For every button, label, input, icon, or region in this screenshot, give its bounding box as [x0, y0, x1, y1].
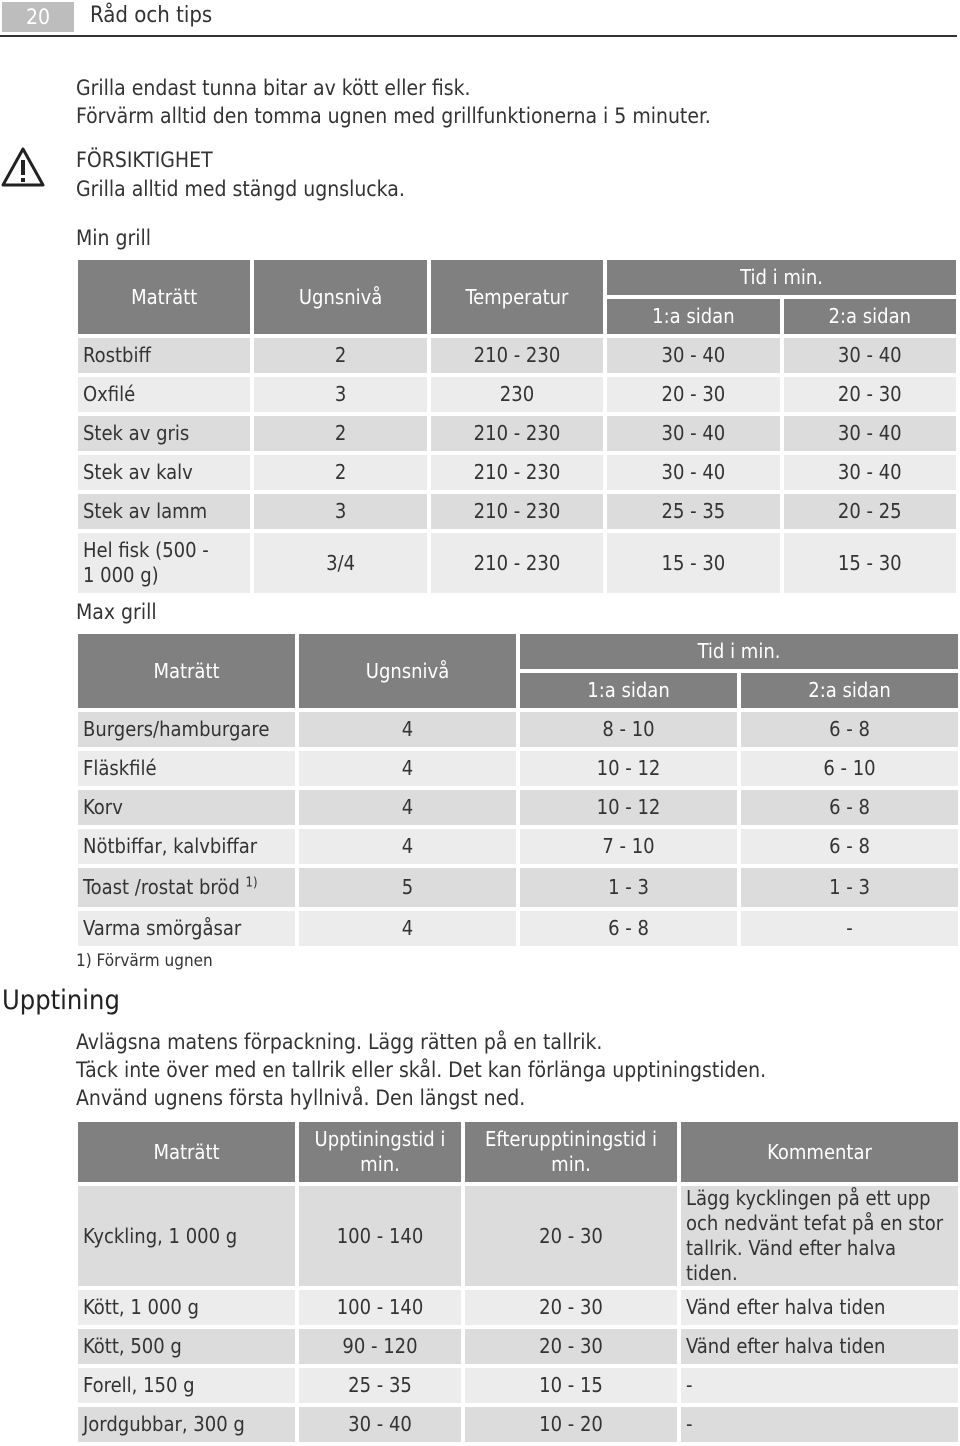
cell-side2: 6 - 8 [741, 712, 958, 747]
max-grill-caption: Max grill [76, 600, 157, 624]
cell-after-time: 10 - 15 [465, 1368, 677, 1403]
page-title: Råd och tips [90, 3, 213, 28]
footnote-marker: 1) [245, 875, 258, 891]
cell-side1: 20 - 30 [607, 377, 779, 412]
cell-thaw-time: 90 - 120 [299, 1329, 461, 1364]
warning-text: Grilla alltid med stängd ugnslucka. [76, 177, 405, 201]
cell-dish: Forell, 150 g [78, 1368, 295, 1403]
max-grill-table [74, 630, 960, 950]
cell-side2: 30 - 40 [784, 338, 956, 373]
cell-level: 4 [299, 712, 516, 747]
min-grill-table [74, 256, 960, 597]
cell-side1: 30 - 40 [607, 455, 779, 490]
cell-temp: 210 - 230 [431, 455, 603, 490]
thawing-table [74, 1118, 960, 1446]
cell-level: 4 [299, 911, 516, 946]
col-header-comment: Kommentar [681, 1122, 958, 1182]
cell-side1: 6 - 8 [520, 911, 737, 946]
cell-side1: 30 - 40 [607, 338, 779, 373]
cell-dish-line-2: 1 000 g) [83, 563, 159, 587]
cell-side2: 6 - 8 [741, 790, 958, 825]
table-row [78, 377, 956, 412]
cell-temp: 210 - 230 [431, 533, 603, 593]
cell-side2: 30 - 40 [784, 455, 956, 490]
cell-dish: Fläskfilé [78, 751, 295, 786]
cell-comment: - [681, 1368, 958, 1403]
cell-side1: 15 - 30 [607, 533, 779, 593]
cell-side2: 1 - 3 [741, 868, 958, 907]
cell-after-time: 20 - 30 [465, 1329, 677, 1364]
table-row [78, 416, 956, 451]
col-header-dish: Maträtt [78, 634, 295, 708]
table-row [78, 868, 958, 907]
col-header-side1: 1:a sidan [520, 673, 737, 708]
cell-dish: Burgers/hamburgare [78, 712, 295, 747]
cell-side1: 7 - 10 [520, 829, 737, 864]
cell-side2: 20 - 30 [784, 377, 956, 412]
col-header-time: Tid i min. [520, 634, 958, 669]
thawing-line-3: Använd ugnens första hyllnivå. Den längst ned. [76, 1086, 526, 1110]
cell-comment: Vänd efter halva tiden [681, 1290, 958, 1325]
min-grill-caption: Min grill [76, 226, 152, 250]
col-header-side2: 2:a sidan [741, 673, 958, 708]
cell-thaw-time: 100 - 140 [299, 1290, 461, 1325]
cell-temp: 230 [431, 377, 603, 412]
cell-level: 5 [299, 868, 516, 907]
cell-side1: 25 - 35 [607, 494, 779, 529]
cell-level: 2 [254, 416, 426, 451]
cell-dish: Nötbiffar, kalvbiffar [78, 829, 295, 864]
table-row [78, 1186, 958, 1286]
cell-side2: 20 - 25 [784, 494, 956, 529]
cell-after-time: 10 - 20 [465, 1407, 677, 1442]
cell-level: 4 [299, 790, 516, 825]
header-divider [0, 35, 957, 37]
intro-line-2: Förvärm alltid den tomma ugnen med grillfunktionerna i 5 minuter. [76, 104, 711, 128]
table-row [78, 712, 958, 747]
col-header-side2: 2:a sidan [784, 299, 956, 334]
table-row [78, 1407, 958, 1442]
col-header-time: Tid i min. [607, 260, 956, 295]
cell-side1: 10 - 12 [520, 751, 737, 786]
cell-comment: Lägg kycklingen på ett upp och nedvänt tefat på en stor tallrik. Vänd efter halva tiden. [681, 1186, 958, 1286]
cell-side2: 15 - 30 [784, 533, 956, 593]
cell-level: 2 [254, 338, 426, 373]
thawing-line-1: Avlägsna matens förpackning. Lägg rätten på en tallrik. [76, 1030, 603, 1054]
cell-level: 3/4 [254, 533, 426, 593]
page-header [0, 0, 960, 36]
col-header-level: Ugnsnivå [299, 634, 516, 708]
cell-after-time: 20 - 30 [465, 1186, 677, 1286]
table-row [78, 790, 958, 825]
table-row [78, 1368, 958, 1403]
cell-dish: Oxfilé [78, 377, 250, 412]
cell-side2: 30 - 40 [784, 416, 956, 451]
cell-level: 2 [254, 455, 426, 490]
table-row [78, 1329, 958, 1364]
cell-level: 4 [299, 829, 516, 864]
section-title: Upptining [2, 985, 120, 1016]
cell-side1: 10 - 12 [520, 790, 737, 825]
cell-dish-text: Toast /rostat bröd [83, 875, 240, 899]
cell-dish [78, 533, 250, 593]
col-header-dish: Maträtt [78, 1122, 295, 1182]
cell-temp: 210 - 230 [431, 494, 603, 529]
cell-after-time: 20 - 30 [465, 1290, 677, 1325]
warning-triangle-icon [0, 146, 46, 188]
thawing-line-2: Täck inte över med en tallrik eller skål. Det kan förlänga upptiningstiden. [76, 1058, 767, 1082]
col-header-after-time: Efterupptiningstid i min. [465, 1122, 677, 1182]
cell-side1: 30 - 40 [607, 416, 779, 451]
cell-dish: Kyckling, 1 000 g [78, 1186, 295, 1286]
cell-side2: 6 - 8 [741, 829, 958, 864]
footnote: 1) Förvärm ugnen [76, 951, 213, 971]
cell-level: 3 [254, 494, 426, 529]
cell-comment: - [681, 1407, 958, 1442]
table-row [78, 533, 956, 593]
cell-temp: 210 - 230 [431, 416, 603, 451]
cell-side1: 8 - 10 [520, 712, 737, 747]
cell-dish: Korv [78, 790, 295, 825]
cell-thaw-time: 25 - 35 [299, 1368, 461, 1403]
col-header-side1: 1:a sidan [607, 299, 779, 334]
cell-level: 3 [254, 377, 426, 412]
cell-thaw-time: 30 - 40 [299, 1407, 461, 1442]
cell-dish [78, 868, 295, 907]
table-row [78, 455, 956, 490]
table-row [78, 911, 958, 946]
table-row [78, 338, 956, 373]
cell-side2: - [741, 911, 958, 946]
col-header-temp: Temperatur [431, 260, 603, 334]
cell-dish: Jordgubbar, 300 g [78, 1407, 295, 1442]
table-row [78, 1290, 958, 1325]
cell-thaw-time: 100 - 140 [299, 1186, 461, 1286]
cell-dish: Kött, 1 000 g [78, 1290, 295, 1325]
cell-dish: Stek av kalv [78, 455, 250, 490]
cell-side1: 1 - 3 [520, 868, 737, 907]
table-row [78, 494, 956, 529]
cell-comment: Vänd efter halva tiden [681, 1329, 958, 1364]
cell-dish: Stek av lamm [78, 494, 250, 529]
cell-dish: Kött, 500 g [78, 1329, 295, 1364]
cell-temp: 210 - 230 [431, 338, 603, 373]
cell-dish: Rostbiff [78, 338, 250, 373]
cell-side2: 6 - 10 [741, 751, 958, 786]
cell-level: 4 [299, 751, 516, 786]
col-header-dish: Maträtt [78, 260, 250, 334]
cell-dish: Stek av gris [78, 416, 250, 451]
warning-title: FÖRSIKTIGHET [76, 148, 213, 172]
page-number: 20 [2, 2, 74, 32]
table-row [78, 829, 958, 864]
intro-line-1: Grilla endast tunna bitar av kött eller fisk. [76, 76, 471, 100]
col-header-level: Ugnsnivå [254, 260, 426, 334]
table-row [78, 751, 958, 786]
cell-dish: Varma smörgåsar [78, 911, 295, 946]
cell-dish-line-1: Hel fisk (500 - [83, 538, 209, 562]
col-header-thaw-time: Upptiningstid i min. [299, 1122, 461, 1182]
